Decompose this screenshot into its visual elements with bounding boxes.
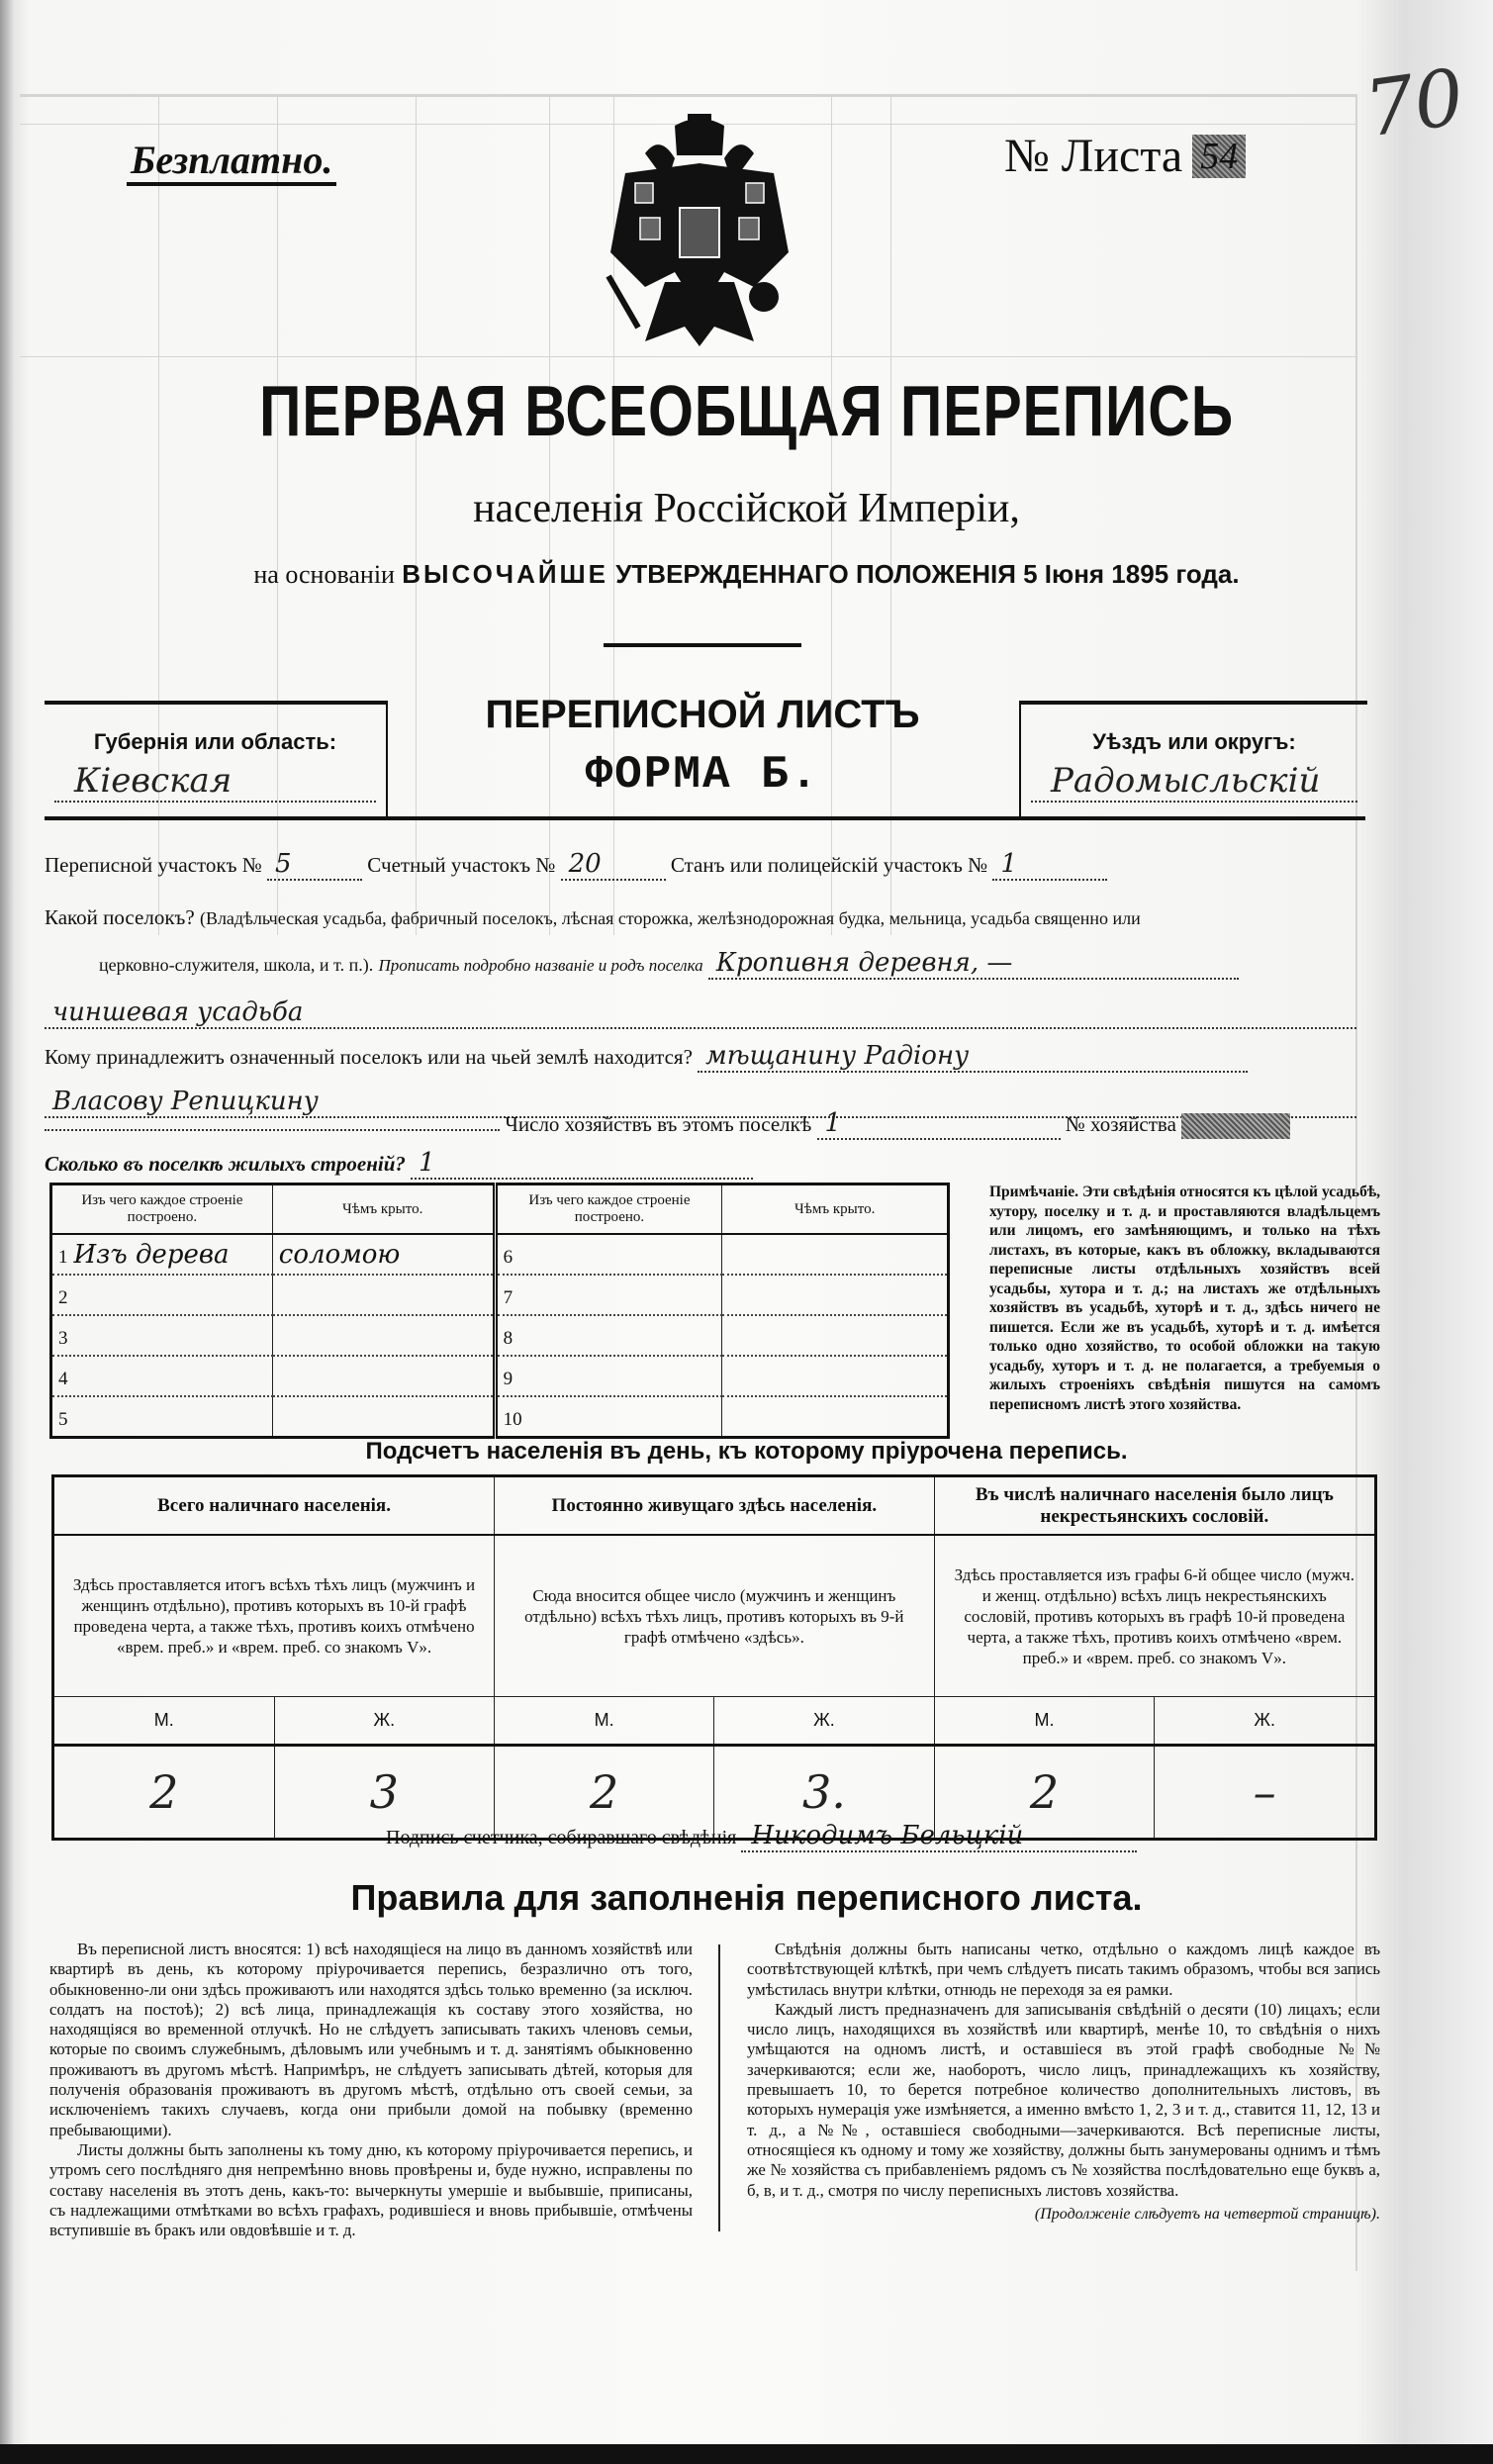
rules-left-column	[49, 1940, 693, 2240]
population-group-heading: Постоянно живущаго здѣсь населенія.	[495, 1476, 935, 1536]
male-column-header: М.	[934, 1697, 1155, 1746]
rules-paragraph: Каждый листъ предназначенъ для записыванія свѣдѣній о десяти (10) лицахъ; если число лицъ, находящихся въ хозяйствѣ или квартирѣ, менѣе 10, то свѣдѣнія о нихъ умѣщаются на одномъ листѣ, и оставшіеся въ этой графѣ свободные №№ зачеркиваются; если же, наоборотъ, число лицъ, принадлежащихъ къ хозяйству, превышаетъ 10, то берется потребное количество дополнительныхъ листовъ, въ которыхъ нумерація уже измѣняется, а именно вмѣсто 1, 2, 3 и т. д., ставится 11, 12, 13 и т. д., а №№, оставшіеся свободными—зачеркиваются. Всѣ переписные листы, относящіеся къ одному и тому же хозяйству, должны быть занумерованы однимъ и тѣмъ же № хозяйства съ прибавленіемъ рядомъ съ № хозяйства послѣдовательно еще буквъ а, б, в, и т. д., смотря по числу переписныхъ листовъ хозяйства.	[747, 1999, 1380, 2200]
building-material-cell[interactable]	[495, 1234, 722, 1275]
settlement-instruction: Прописать подробно названіе и родъ поселка	[378, 956, 703, 975]
settlement-hint: (Владѣльческая усадьба, фабричный поселокъ, лѣсная сторожка, желѣзнодорожная будка, мельница, усадьба священно или	[199, 908, 1141, 928]
settlement-question-line	[45, 905, 1141, 930]
female-count-field[interactable]: 3	[274, 1746, 495, 1840]
sheet-number-value: 54	[1192, 135, 1246, 178]
building-roof-cell[interactable]	[272, 1356, 495, 1396]
female-column-header: Ж.	[714, 1697, 934, 1746]
building-material-cell[interactable]	[495, 1396, 722, 1438]
enumerator-signature-line	[386, 1821, 1137, 1852]
note-block	[989, 1183, 1380, 1414]
signature-label: Подпись счетчика, собиравшаго свѣдѣнія	[386, 1827, 737, 1848]
row-number: 8	[503, 1327, 513, 1349]
row-number: 3	[58, 1327, 68, 1349]
dwellings-label: Сколько въ поселкѣ жилыхъ строеній?	[45, 1152, 406, 1176]
rules-column-divider	[718, 1944, 720, 2231]
dwellings-line	[45, 1148, 753, 1180]
female-count-field[interactable]: 3.	[714, 1746, 934, 1840]
row-number: 4	[58, 1368, 68, 1389]
building-roof-cell[interactable]	[722, 1234, 949, 1275]
census-district-label: Переписной участокъ №	[45, 853, 262, 877]
row-number: 5	[58, 1408, 68, 1430]
household-number-label: № хозяйства	[1065, 1112, 1176, 1136]
row-number: 10	[503, 1408, 522, 1430]
sheet-number-label: № Листа	[1004, 130, 1183, 182]
row-number: 7	[503, 1286, 513, 1308]
population-group-description: Сюда вносится общее число (мужчинъ и женщинъ отдѣльно) всѣхъ тѣхъ лицъ, противъ которыхъ въ 9-й графѣ отмѣчено «здѣсь».	[495, 1535, 935, 1697]
buildings-table-row	[51, 1356, 949, 1396]
col-material-right: Изъ чего каждое строеніе построено.	[495, 1185, 722, 1235]
rules-paragraph: Свѣдѣнія должны быть написаны четко, отдѣльно о каждомъ лицѣ каждое въ соотвѣтствующей клѣткѣ, при чемъ слѣдуетъ писать такимъ образомъ, чтобы вся запись умѣстилась внутри клѣтки, отнюдь не переходя за ея рамки.	[747, 1940, 1380, 1999]
building-material-cell[interactable]	[495, 1356, 722, 1396]
rules-right-column	[747, 1940, 1380, 2225]
settlement-field-2[interactable]: чиншевая усадьба	[45, 997, 1356, 1029]
rules-paragraph: Листы должны быть заполнены къ тому дню, къ которому пріурочивается перепись, и утромъ сего послѣдняго дня непремѣнно вновь провѣрены и, буде нужно, исправлены по составу населенія въ этотъ день, какъ-то: вычеркнуты умершіе и выбывшіе, приписаны, съ надлежащими отмѣтками во всѣхъ графахъ, родившіеся и вновь прибывшіе, отмѣчены вступившіе въ бракъ или овдовѣвшіе и т. д.	[49, 2139, 693, 2240]
buildings-table-row	[51, 1234, 949, 1275]
col-roof-right: Чѣмъ крыто.	[722, 1185, 949, 1235]
gubernia-label: Губернія или область:	[93, 729, 337, 754]
building-roof-cell[interactable]	[722, 1275, 949, 1315]
settlement-line-3	[45, 997, 1356, 1029]
decree-rest: УТВЕРЖДЕННАГО ПОЛОЖЕНІЯ 5 Іюня 1895 года.	[615, 559, 1240, 589]
col-roof-left: Чѣмъ крыто.	[272, 1185, 495, 1235]
form-title-block	[391, 693, 1014, 801]
owner-line	[45, 1041, 1248, 1073]
main-subtitle: населенія Россійской Имперіи,	[473, 486, 1020, 531]
settlement-hint-2: церковно-служителя, школа, и т. п.).	[99, 955, 374, 975]
buildings-table-header	[51, 1185, 949, 1235]
counting-district-label: Счетный участокъ №	[367, 853, 556, 877]
building-material-cell[interactable]	[495, 1315, 722, 1356]
bleed-through-rule	[20, 356, 1355, 357]
decree-line	[0, 559, 1493, 590]
male-column-header: М.	[53, 1697, 275, 1746]
building-material-cell[interactable]	[51, 1234, 273, 1275]
buildings-table-row	[51, 1396, 949, 1438]
households-leading-dots	[45, 1129, 500, 1131]
continued-note: (Продолженіе слѣдуетъ на четвертой страницѣ).	[1034, 2205, 1380, 2223]
main-title: ПЕРВАЯ ВСЕОБЩАЯ ПЕРЕПИСЬ	[259, 372, 1234, 451]
female-count-field[interactable]: –	[1155, 1746, 1376, 1840]
row-number: 6	[503, 1246, 513, 1268]
building-roof-cell[interactable]	[722, 1315, 949, 1356]
handwritten-corner-mark: 70	[1359, 52, 1470, 155]
building-material-cell[interactable]	[51, 1356, 273, 1396]
building-material-cell[interactable]	[51, 1396, 273, 1438]
sheet-number	[1004, 129, 1246, 183]
police-district-field[interactable]: 1	[992, 849, 1107, 881]
building-roof-cell[interactable]	[272, 1315, 495, 1356]
household-number-field[interactable]	[1181, 1113, 1290, 1139]
page-bottom-edge	[0, 2444, 1493, 2464]
police-district-label: Станъ или полицейскій участокъ №	[670, 853, 988, 877]
districts-line	[45, 849, 1107, 881]
households-field[interactable]: 1	[817, 1108, 1061, 1140]
dwellings-field[interactable]: 1	[411, 1148, 753, 1180]
form-subtitle: ФОРМА Б.	[585, 749, 820, 801]
settlement-question: Какой поселокъ?	[45, 905, 195, 929]
population-group-heading: Въ числѣ наличнаго населенія было лицъ некрестьянскихъ сословій.	[934, 1476, 1375, 1536]
households-label: Число хозяйствъ въ этомъ поселкѣ	[505, 1112, 812, 1136]
note-label: Примѣчаніе.	[989, 1184, 1078, 1200]
population-group-description: Здѣсь проставляется изъ графы 6-й общее число (мужч. и женщ. отдѣльно) всѣхъ лицъ некрестьянскихъ сословій, противъ которыхъ въ графѣ 10-й проведена черта, а также тѣхъ, противъ коихъ отмѣчено «врем. преб.» и «врем. преб. со знакомъ V».	[934, 1535, 1375, 1697]
building-material-cell[interactable]	[51, 1275, 273, 1315]
male-count-field[interactable]: 2	[495, 1746, 714, 1840]
male-count-field[interactable]: 2	[53, 1746, 275, 1840]
uezd-label: Уѣздъ или округъ:	[1092, 729, 1296, 754]
building-roof-cell[interactable]	[722, 1356, 949, 1396]
imperial-eagle-emblem-icon	[606, 114, 793, 346]
rules-title: Правила для заполненія переписного листа.	[350, 1877, 1143, 1918]
building-roof-cell[interactable]: соломою	[272, 1234, 495, 1275]
buildings-table-row	[51, 1315, 949, 1356]
building-roof-cell[interactable]	[272, 1396, 495, 1438]
page-edge-shadow	[0, 0, 14, 2464]
census-district-field[interactable]: 5	[267, 849, 362, 881]
decree-prefix: на основаніи	[253, 560, 395, 589]
population-descriptions	[53, 1535, 1376, 1697]
settlement-field-1[interactable]: Кропивня деревня, —	[708, 948, 1239, 980]
owner-field-1[interactable]: мѣщанину Радіону	[698, 1041, 1248, 1073]
gubernia-field[interactable]: Кіевская	[54, 761, 376, 803]
rules-paragraph: Въ переписной листъ вносятся: 1) всѣ находящіеся на лицо въ данномъ хозяйствѣ или квартирѣ въ день, къ которому пріурочивается перепись, безразлично отъ того, обыкновенно-ли они здѣсь проживаютъ или находятся здѣсь только временно (за исключ. солдатъ на постоѣ); 2) всѣ лица, принадлежащія къ составу этого хозяйства, но находящіяся во временной отлучкѣ. Но не слѣдуетъ записывать такихъ членовъ семьи, которые по своимъ служебнымъ, дѣловымъ или учебнымъ и т. д. занятіямъ обыкновенно проживаютъ въ другомъ мѣстѣ. Напримѣръ, не слѣдуетъ записывать дѣтей, которыя для полученія образованія проживаютъ въ другомъ мѣстѣ, отдѣльно отъ своей семьи, за исключеніемъ такихъ случаевъ, когда они прибыли домой на побывку (временно пребывающими).	[49, 1940, 693, 2139]
col-material-left: Изъ чего каждое строеніе построено.	[51, 1185, 273, 1235]
signature-field[interactable]: Никодимъ Бельцкій	[741, 1821, 1137, 1852]
population-table	[51, 1474, 1377, 1841]
row-number: 2	[58, 1286, 68, 1308]
population-count-title: Подсчетъ населенія въ день, къ которому пріурочена перепись.	[365, 1438, 1128, 1465]
buildings-table-row	[51, 1275, 949, 1315]
building-material-cell[interactable]	[51, 1315, 273, 1356]
uezd-field[interactable]: Радомысльскій	[1031, 761, 1357, 803]
settlement-line-2	[99, 948, 1365, 980]
uezd-box	[1019, 701, 1367, 818]
header-divider	[45, 816, 1365, 820]
population-group-description: Здѣсь проставляется итогъ всѣхъ тѣхъ лицъ (мужчинъ и женщинъ отдѣльно), противъ которыхъ въ 10-й графѣ проведена черта, а также тѣхъ, противъ коихъ отмѣчено «врем. преб.» и «врем. преб. со знакомъ V».	[53, 1535, 495, 1697]
population-sex-headers	[53, 1697, 1376, 1746]
note-text: Эти свѣдѣнія относятся къ цѣлой усадьбѣ, хутору, поселку и т. д. и проставляются владѣльцемъ или лицомъ, его замѣняющимъ, и только на тѣхъ листахъ, въ которые, какъ въ обложку, вкладываются переписные листы отдѣльныхъ хозяйствъ всей усадьбы, хутора и т. д.; на листахъ же отдѣльныхъ хозяйствъ въ усадьбѣ, хуторѣ и т. д., здѣсь ничего не пишется. Если же въ усадьбѣ, хуторѣ и т. д. имѣется только одно хозяйство, то особой обложки на такую усадьбу, хуторъ и т. д. не полагается, а требуемыя о жилыхъ строеніяхъ свѣдѣнія пишутся на самомъ переписномъ листѣ этого хозяйства.	[989, 1184, 1380, 1413]
building-material-cell[interactable]	[495, 1275, 722, 1315]
gubernia-box	[45, 701, 388, 818]
counting-district-field[interactable]: 20	[561, 849, 666, 881]
population-group-heading: Всего наличнаго населенія.	[53, 1476, 495, 1536]
bleed-through-rule	[20, 94, 1355, 97]
row-number: 1	[58, 1246, 68, 1268]
owner-field-2[interactable]: Власову Репицкину	[45, 1087, 1356, 1118]
male-count-field[interactable]: 2	[934, 1746, 1155, 1840]
row-number: 9	[503, 1368, 513, 1389]
owner-question: Кому принадлежитъ означенный поселокъ или на чьей землѣ находится?	[45, 1045, 693, 1069]
households-line	[45, 1108, 1290, 1140]
female-column-header: Ж.	[274, 1697, 495, 1746]
female-column-header: Ж.	[1155, 1697, 1376, 1746]
decree-caps: ВЫСОЧАЙШЕ	[402, 559, 609, 589]
building-roof-cell[interactable]	[722, 1396, 949, 1438]
buildings-table	[49, 1183, 950, 1439]
building-roof-cell[interactable]	[272, 1275, 495, 1315]
free-of-charge-label: Безплатно.	[127, 139, 336, 186]
building-material-value: Изъ дерева	[73, 1239, 230, 1270]
title-divider	[604, 643, 801, 647]
population-headings	[53, 1476, 1376, 1536]
male-column-header: М.	[495, 1697, 714, 1746]
form-title: ПЕРЕПИСНОЙ ЛИСТЪ	[485, 693, 920, 736]
